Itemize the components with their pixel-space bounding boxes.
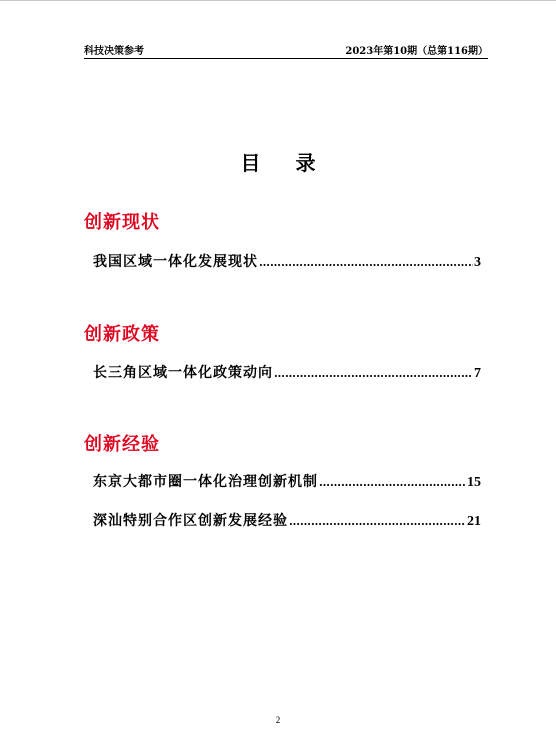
section-heading-policy: 创新政策: [84, 324, 160, 345]
toc-entry[interactable]: [93, 362, 481, 382]
dot-leader: [289, 513, 466, 529]
page-edge: [0, 0, 556, 1]
toc-entry-label: 东京大都市圈一体化治理创新机制: [93, 474, 318, 490]
toc-entry-page: 3: [474, 255, 481, 270]
header-divider: [84, 58, 488, 59]
dot-leader: [319, 474, 466, 490]
toc-title: 目 录: [240, 151, 330, 175]
page-number: 2: [275, 715, 281, 725]
section-heading-experience: 创新经验: [84, 434, 160, 455]
toc-entry-label: 深汕特别合作区创新发展经验: [93, 513, 288, 529]
toc-entry[interactable]: [93, 251, 481, 271]
toc-entry-page: 21: [467, 514, 481, 529]
issue-number: 2023年第10期（总第116期）: [345, 46, 488, 57]
toc-entry-page: 15: [467, 475, 481, 490]
publication-name: 科技决策参考: [84, 46, 144, 57]
dot-leader: [259, 254, 473, 270]
toc-entry-label: 长三角区域一体化政策动向: [93, 365, 273, 381]
toc-entry-label: 我国区域一体化发展现状: [93, 254, 258, 270]
toc-entry-page: 7: [474, 366, 481, 381]
toc-entry[interactable]: [93, 471, 481, 491]
dot-leader: [274, 365, 473, 381]
toc-entry[interactable]: [93, 510, 481, 530]
section-heading-status: 创新现状: [84, 212, 160, 233]
